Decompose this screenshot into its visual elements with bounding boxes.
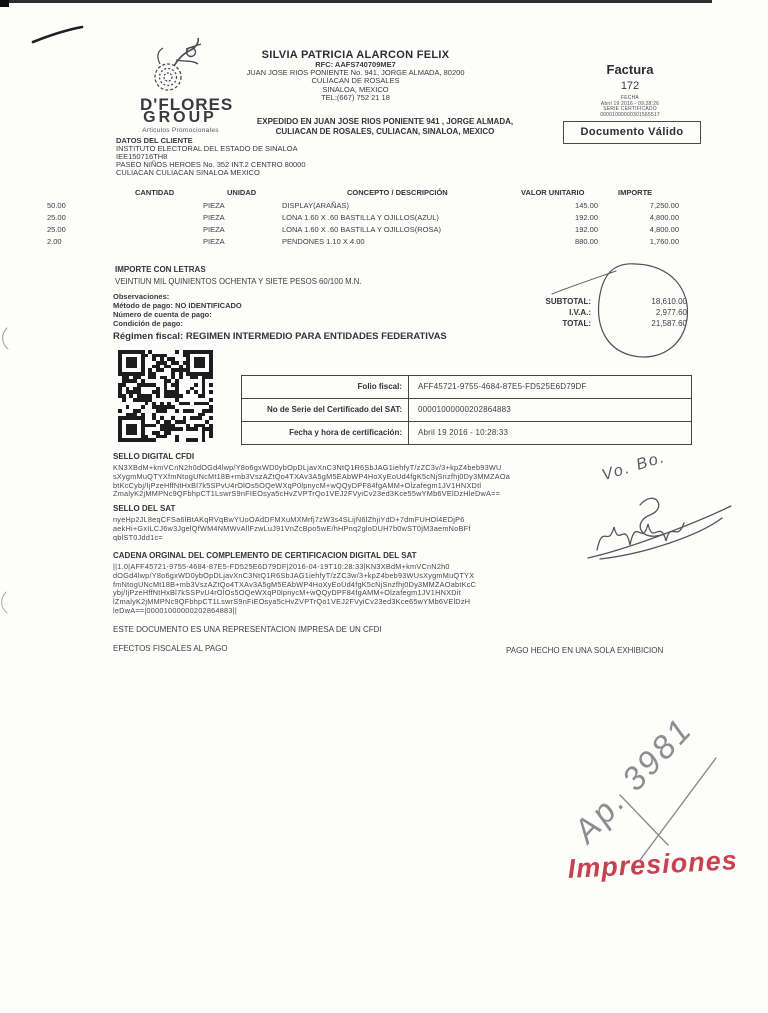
cell-concepto: LONA 1.60 X .60 BASTILLA Y OJILLOS(ROSA) [282,225,441,234]
folio-fiscal-value: AFF45721-9755-4684-87E5-FD525E6D79DF [418,382,587,391]
sello-cfdi-line: sXygmMuQTYXfmNtogUNcMt18B+mb3VszAZtQo4TXAv3A5gM5EAbWP4HoXyEoUd4fgK5cNjSnzfhj0Dy3MMZAOa [113,471,511,481]
impresiones-handwriting: Impresiones [567,845,739,884]
cell-importe: 4,800.00 [649,225,679,234]
invoice-serie-value: 00001000000301565517 [600,111,660,118]
expedido-block [240,117,530,137]
invoice-doc-type: Factura [606,62,654,77]
totals-arrow-line [552,271,616,294]
ap-number-handwriting: Ap. 3981 [566,709,700,850]
cell-concepto: PENDONES 1.10 X 4.00 [282,237,365,246]
cfdi-note: ESTE DOCUMENTO ES UNA REPRESENTACION IMPRESA DE UN CFDI [113,625,382,634]
seller-rfc: RFC: AAFS740709ME7 [315,60,396,69]
sello-sat-line: qblST0Jdd1c= [113,532,163,542]
serie-sat-label: No de Serie del Certificado del SAT: [242,399,409,421]
certification-table [241,375,692,445]
serie-sat-value: 00001000000202864883 [418,405,511,414]
fecha-cert-label: Fecha y hora de certificación: [242,422,409,444]
metodo-pago: Método de pago: NO IDENTIFICADO [113,301,242,310]
sello-cfdi-text [113,464,510,499]
table-row [242,399,691,422]
brand-tagline: Articulos Promocionales [142,127,219,134]
seller-address-2: CULIACAN DE ROSALES [311,76,400,86]
cell-importe: 1,760.00 [649,237,679,246]
client-name: INSTITUTO ELECTORAL DEL ESTADO DE SINALOA [116,144,298,153]
invoice-meta [560,62,700,118]
total-value: 21,587.60 [651,319,687,328]
col-header-cantidad: CANTIDAD [135,188,175,197]
sello-sat-title: SELLO DEL SAT [113,504,176,513]
cuenta-pago: Número de cuenta de pago: [113,310,212,319]
seller-name: SILVIA PATRICIA ALARCON FELIX [261,49,450,61]
importe-letras-text: VEINTIUN MIL QUINIENTOS OCHENTA Y SIETE PESOS 60/100 M.N. [115,277,362,286]
invoice-serie-label: SERIE CERTIFICADO [603,106,657,112]
cadena-line: lZmalyK2jMMPNc9QFbhpCT1LswrS9nFiEOsya5cHvZVPTrQo1VEJ2FVyiCv23ed3Kce65wYMb6VElDzH [113,597,471,607]
vobo-handwriting: Vo. Bo. [600,448,668,485]
client-block [116,137,306,177]
importe-letras-title: IMPORTE CON LETRAS [115,265,206,274]
sello-sat-text [113,516,471,542]
cell-cantidad: 50.00 [47,201,66,210]
sello-cfdi-line: ZmalyK2jMMPNc9QFbhpCT1LswrS9nFIEOsya5cHvZVPTrQo1VEJ2FVyiCv23ed3Kce55wYMb6VElDzHleDwA== [113,489,501,499]
cadena-line: leDwA==|00001000000202864883|| [113,605,237,615]
client-address-1: PASEO NIÑOS HEROES No. 352 INT.2 CENTRO 80000 [116,160,306,169]
seller-header [228,49,483,102]
seller-address-3: SINALOA, MEXICO [322,84,389,94]
expedido-line-2: CULIACAN DE ROSALES, CULIACAN, SINALOA, MEXICO [275,127,495,136]
cell-valor: 192.00 [575,225,598,234]
efectos-fiscales: EFECTOS FISCALES AL PAGO [113,644,228,653]
sello-sat-line: aekHi+GxILCJ6w3JgelQfWM4NMWvAllFzwLuJ91VnZcBpo5wE/hHPnq2gloDUH7b0wST0jM3aemNoBFf [113,523,471,533]
cell-concepto: LONA 1.60 X .60 BASTILLA Y OJILLOS(AZUL) [282,213,439,222]
invoice-number: 172 [620,80,640,92]
col-header-concepto: CONCEPTO / DESCRIPCIÓN [347,188,448,197]
condicion-pago: Condición de pago: [113,319,183,328]
cell-valor: 145.00 [575,201,598,210]
total-label: TOTAL: [562,319,591,328]
documento-valido-badge: Documento Válido [563,121,701,144]
cadena-title: CADENA ORGINAL DEL COMPLEMENTO DE CERTIFICACION DIGITAL DEL SAT [113,551,417,560]
scan-edge-arc-2 [2,592,7,613]
cadena-line: dOGd4lwp/Y8o6gxWD0ybOpDLjavXnC3NtQ1R6SbJAG1iehfyT/zZC3w/3+kpZ4beb93WUsXygmMuQTYX [113,570,475,580]
cell-unidad: PIEZA [203,237,225,246]
brand-name-line1: D'FLORES [140,95,234,114]
subtotal-label: SUBTOTAL: [545,297,591,306]
cell-cantidad: 25.00 [47,225,66,234]
pago-exhibicion: PAGO HECHO EN UNA SOLA EXHIBICION [506,646,664,655]
iva-label: I.V.A.: [569,308,591,317]
client-address-2: CULIACAN CULIACAN SINALOA MEXICO [116,168,260,177]
payment-block [113,292,242,328]
expedido-line-1: EXPEDIDO EN JUAN JOSE RIOS PONIENTE 941 , JORGE ALMADA, [256,117,514,126]
sello-cfdi-line: btKcCybj/IjPzeHffNtHxBl7k5SPvU4rOlOs5OQeWXqP0lpnycM+wQQyDPF84fgAMM+Olzafegm1JV1HNXDtl [113,480,482,490]
brand-name-line2: GROUP [143,109,217,126]
invoice-fecha-value: Abril 19 2016 - 09:28:26 [600,100,660,107]
cell-importe: 4,800.00 [649,213,679,222]
fecha-cert-value: Abril 19 2016 - 10:28:33 [418,428,509,437]
cadena-line: ybj/IjPzeHffNtHxBl7kSSPvU4rOlOs5OQeWXqP0lpnycM+wQQyDPF84fgAMM+Olzafegm1JV1HNXDit [113,588,461,598]
folio-fiscal-label: Folio fiscal: [242,376,409,398]
sello-cfdi-line: KN3XBdM+kmVCnN2h0dOGd4lwp/Y8o6gxWD0ybOpDLjavXnC3NtQ1R6SbJAG1iehfyT/zZC3v/3+kpZ4beb93WU [113,463,502,472]
cadena-line: fmNtogUNcMt18B+mb3VszAZtQo4TXAv3A5gM5EAbWP4HoXyEoUd4fgK5cNjSnzfhj0Dy3MMZAOabtKcC [113,579,477,589]
client-section-title: DATOS DEL CLIENTE [116,136,193,145]
seller-address-1: JUAN JOSE RIOS PONIENTE No. 941, JORGE ALMADA, 80200 [246,68,465,78]
subtotal-value: 18,610.00 [651,297,687,306]
cadena-text [113,563,476,616]
cell-unidad: PIEZA [203,201,225,210]
scan-top-line [0,0,712,3]
table-row [242,376,691,399]
cell-cantidad: 2.00 [47,237,62,246]
cell-concepto: DISPLAY(ARAÑAS) [282,201,349,210]
regimen-fiscal: Régimen fiscal: REGIMEN INTERMEDIO PARA ENTIDADES FEDERATIVAS [113,331,447,342]
signature-scribble [588,498,731,559]
cell-importe: 7,250.00 [649,201,679,210]
cell-unidad: PIEZA [203,213,225,222]
pen-stroke-top-left [33,27,82,42]
cell-valor: 192.00 [575,213,598,222]
col-header-unidad: UNIDAD [227,188,257,197]
iva-value: 2,977.60 [655,308,687,317]
col-header-importe: IMPORTE [618,188,653,197]
client-rfc: IEE150716TH8 [116,152,168,161]
col-header-valor: VALOR UNITARIO [521,188,585,197]
seller-phone: TEL:(667) 752 21 18 [321,92,390,102]
table-row [242,422,691,444]
cell-valor: 880.00 [575,237,598,246]
sello-sat-line: nyeHp2JL8eqCFSa6lBtAKqRVqBwYUoOAdDFMXuMXMrfj7zW3s4SLijN6lZhjiYdD+7dmFUHOl4EDjP6 [113,515,465,524]
observaciones-label: Observaciones: [113,292,170,301]
invoice-fecha-label: FECHA [621,95,639,101]
cadena-line: ||1.0|AFF45721-9755-4684-87E5-FD525E6D79DF|2016-04-19T10:28:33|KN3XBdM+kmVCnN2h0 [113,562,450,571]
scan-edge-arc-1 [3,328,8,349]
scan-corner-blot [0,0,9,7]
cell-cantidad: 25.00 [47,213,66,222]
sello-cfdi-title: SELLO DIGITAL CFDI [113,452,195,461]
cell-unidad: PIEZA [203,225,225,234]
qr-code [118,350,213,442]
